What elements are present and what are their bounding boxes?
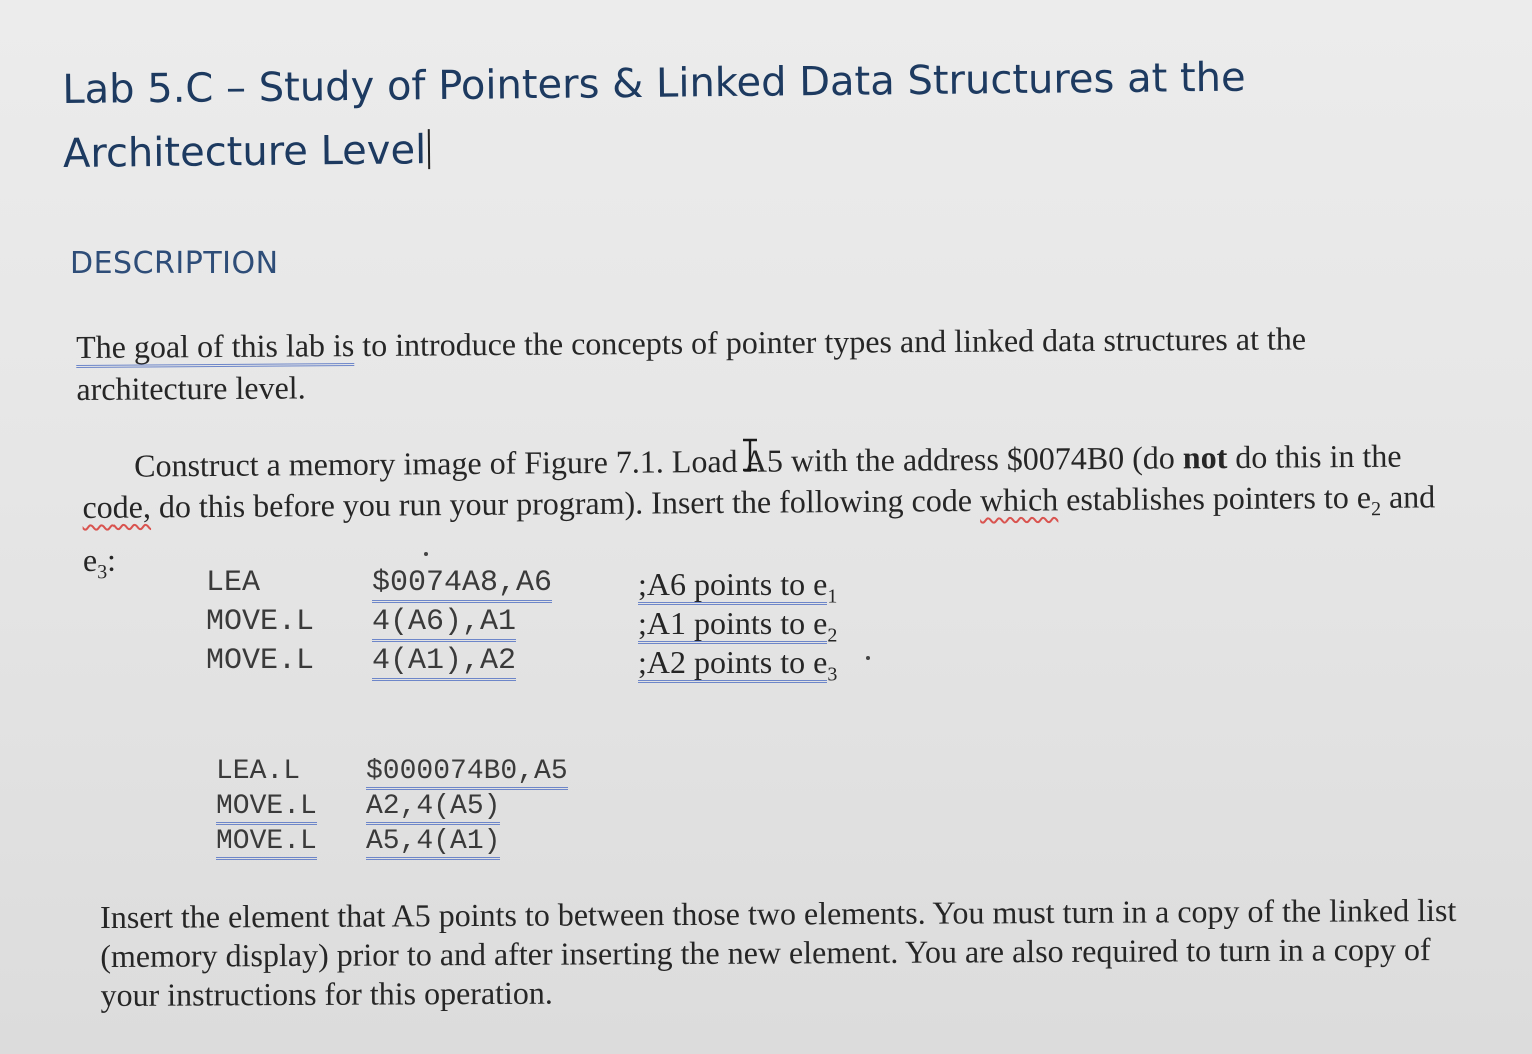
code-opcode: LEA.L [216,756,301,787]
code-opcode: LEA [206,566,261,600]
code-opcode[interactable]: MOVE.L [216,791,317,825]
document-title[interactable] [62,43,1463,186]
spelling-flagged-which[interactable]: which [979,481,1059,518]
goal-paragraph [76,316,1457,410]
construct-text-4: establishes pointers to e [1058,478,1372,518]
code-operands[interactable]: $000074B0,A5 [366,756,568,790]
code-operands[interactable]: 4(A6),A1 [372,605,516,642]
code-opcode: MOVE.L [206,644,315,678]
i-beam-cursor-icon [740,438,760,472]
construct-text-2: do this in the [1227,437,1402,476]
stray-dot [424,552,428,556]
document-title-text: Lab 5.C – Study of Pointers & Linked Data Structures at the Architecture Level [62,54,1246,177]
subscript-3: 3 [97,561,108,584]
comment-text: ;A1 points to e [638,605,827,644]
comment-subscript: 2 [827,624,838,647]
stray-dot [866,656,870,660]
comment-subscript: 1 [827,585,838,608]
text-caret [428,129,430,169]
spelling-flagged-code[interactable]: code, [82,488,152,525]
code-operands[interactable]: $0074A8,A6 [372,566,552,603]
comment-text: ;A6 points to e [638,566,827,605]
construct-text-6: : [106,542,117,579]
code-operands[interactable]: A5,4(A1) [366,826,500,860]
construct-text-3: do this before you run your program). Insert the following code [150,481,981,525]
insert-paragraph: Insert the element that A5 points to between those two elements. You must turn in a copy of the linked list (memory display) prior to and after inserting the new element. You are also required to turn in a copy of your instructions for this operation. [100,891,1457,1013]
goal-paragraph-rest: to introduce the concepts of pointer types and linked data structures at the architecture level. [76,320,1307,407]
code-operands[interactable]: A2,4(A5) [366,791,500,825]
code-comment [638,566,837,608]
grammar-flagged-phrase[interactable]: The goal of this lab is [76,327,354,368]
section-heading: DESCRIPTION [70,246,279,281]
construct-text-1: Construct a memory image of Figure 7.1. Load A5 with the address $0074B0 (do [134,439,1183,484]
code-operands[interactable]: 4(A1),A2 [372,644,516,681]
code-comment [638,644,837,686]
comment-text: ;A2 points to e [638,644,827,683]
construct-text-5: and e [82,478,1436,579]
code-opcode: MOVE.L [206,605,315,639]
code-comment [638,605,837,647]
comment-subscript: 3 [827,663,838,686]
code-opcode[interactable]: MOVE.L [216,826,317,860]
subscript-2: 2 [1371,498,1382,521]
bold-not: not [1182,439,1228,476]
